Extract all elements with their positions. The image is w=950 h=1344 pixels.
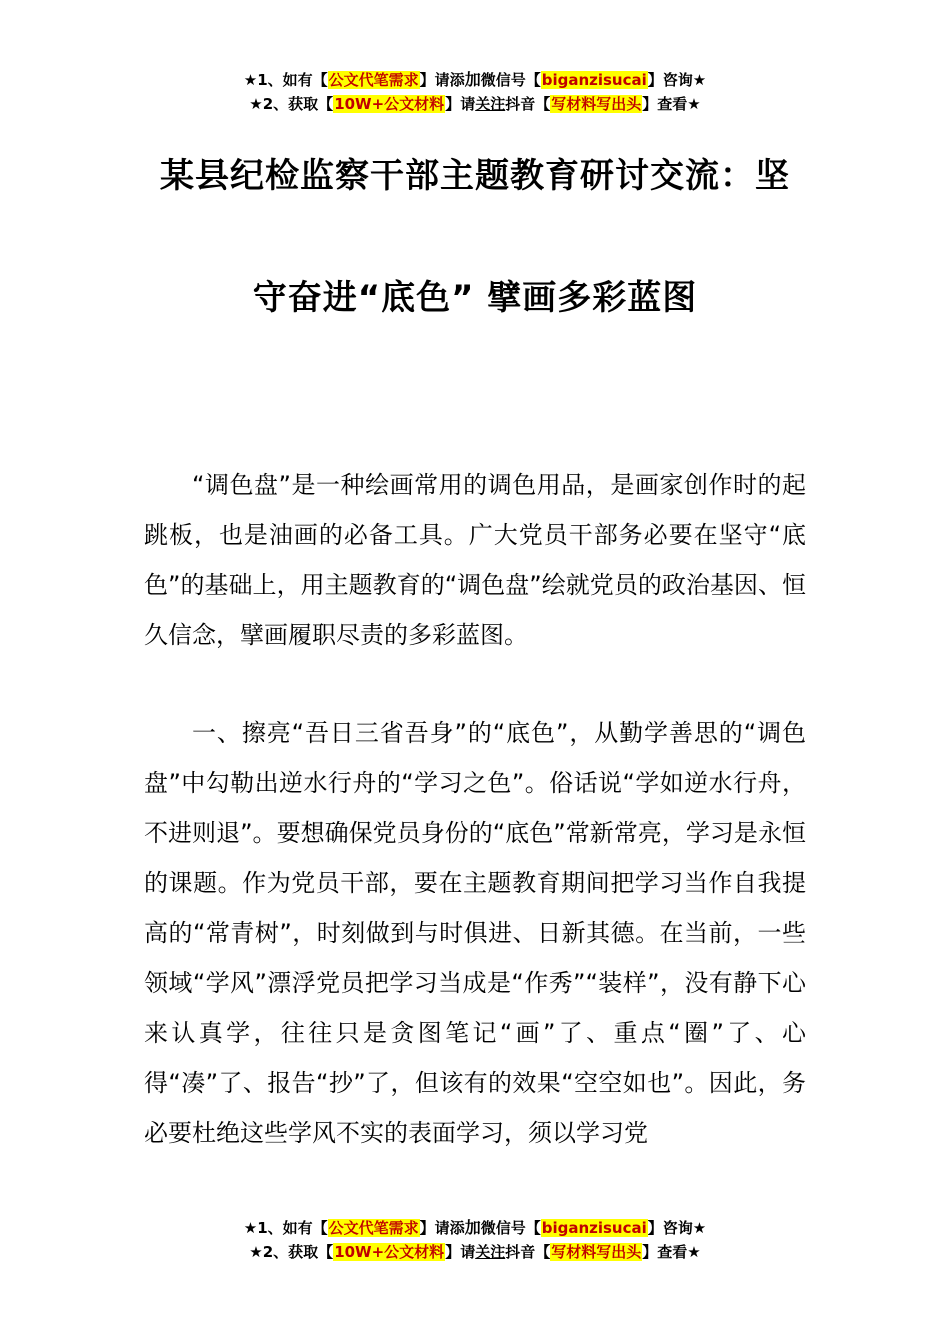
- promo-highlight: 10W+公文材料: [334, 95, 445, 113]
- promo-line-1: [0, 68, 950, 92]
- promo-text: ★1、如有【: [243, 1219, 328, 1237]
- promo-text: 关注: [475, 1243, 506, 1261]
- promo-highlight: 写材料写出头: [551, 1243, 642, 1261]
- promo-text: 】查看★: [642, 95, 701, 113]
- promo-text: 抖音【: [505, 95, 551, 113]
- body-section-2: [144, 708, 806, 1196]
- promo-highlight: 公文代笔需求: [328, 1219, 419, 1237]
- body-paragraph: “调色盘”是一种绘画常用的调色用品，是画家创作时的起跳板，也是油画的必备工具。广大党员干部务必要在坚守“底色”的基础上，用主题教育的“调色盘”绘就党员的政治基因、恒久信念，擘画履职尽责的多彩蓝图。: [144, 471, 806, 649]
- document-title-line-2: 守奋进“底色” 擘画多彩蓝图: [252, 278, 698, 318]
- promo-text: 】请添: [419, 1219, 465, 1237]
- promo-highlight: 写材料写出头: [551, 95, 642, 113]
- promo-text: 微信号【: [480, 71, 541, 89]
- body-paragraph: 一、擦亮“吾日三省吾身”的“底色”，从勤学善思的“调色盘”中勾勒出逆水行舟的“学习之色”。俗话说“学如逆水行舟，不进则退”。要想确保党员身份的“底色”常新常亮，学习是永恒的课题。作为党员干部，要在主题教育期间把学习当作自我提高的“常青树”，时刻做到与时俱进、日新其德。在当前，一些领域“学风”漂浮党员把学习当成是“作秀”“装样”，没有静下心来认真学，往往只是贪图笔记“画”了、重点“圈”了、心得“凑”了、报告“抄”了，但该有的效果“空空如也”。因此，务必要杜绝这些学风不实的表面学习，须以学习党: [144, 719, 806, 1147]
- promo-line-2: [0, 92, 950, 116]
- promo-text: 关注: [475, 95, 506, 113]
- promo-text: 】请: [445, 1243, 476, 1261]
- promo-text: 加: [464, 1218, 481, 1237]
- promo-text: 抖音【: [505, 1243, 551, 1261]
- promo-highlight: 10W+公文材料: [334, 1243, 445, 1261]
- body-section-1: [144, 460, 806, 660]
- promo-highlight: biganzisucai: [541, 1219, 647, 1237]
- promo-text: 微信号【: [480, 1219, 541, 1237]
- document-title-line-1: 某县纪检监察干部主题教育研讨交流：坚: [160, 156, 790, 196]
- promo-banner-top: [0, 68, 950, 116]
- promo-text: ★1、如有【: [243, 71, 328, 89]
- promo-highlight: biganzisucai: [541, 71, 647, 89]
- promo-text: 】查看★: [642, 1243, 701, 1261]
- promo-text: ★2、获取【: [249, 1243, 334, 1261]
- promo-text: 】咨询★: [647, 71, 707, 89]
- promo-line-2: [0, 1240, 950, 1264]
- promo-text: 】咨询★: [647, 1219, 707, 1237]
- promo-highlight: 公文代笔需求: [328, 71, 419, 89]
- promo-text: ★2、获取【: [249, 95, 334, 113]
- promo-banner-bottom: [0, 1216, 950, 1264]
- promo-line-1: [0, 1216, 950, 1240]
- promo-text: 】请添: [419, 71, 465, 89]
- promo-text: 】请: [445, 95, 476, 113]
- promo-text: 加: [464, 70, 481, 89]
